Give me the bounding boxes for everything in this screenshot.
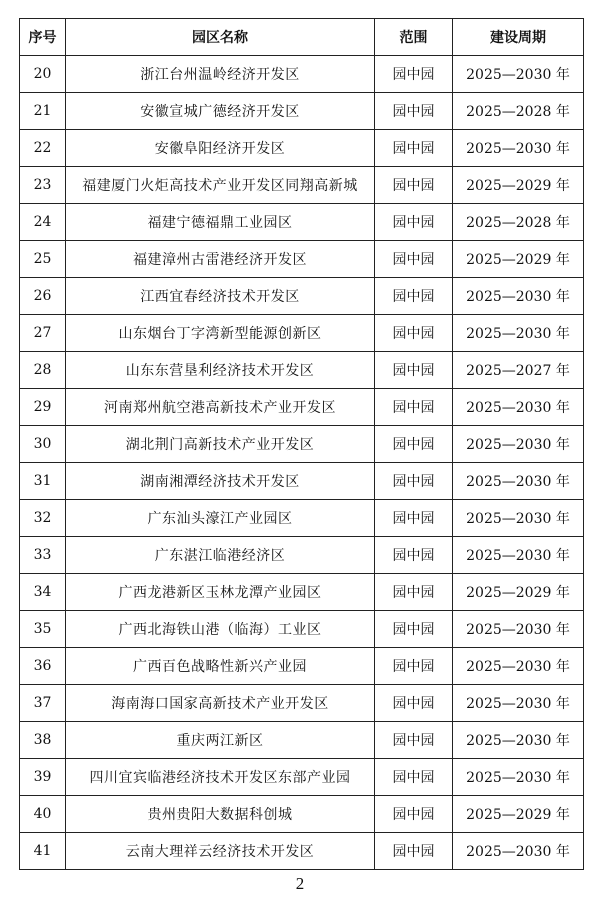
cell-scope: 园中园 <box>375 56 453 93</box>
table-row <box>20 278 584 315</box>
cell-no: 38 <box>20 722 66 759</box>
cell-scope: 园中园 <box>375 426 453 463</box>
cell-no: 20 <box>20 56 66 93</box>
table-row <box>20 611 584 648</box>
page-number: 2 <box>295 874 305 893</box>
cell-period: 2025—2028 年 <box>453 204 584 241</box>
cell-period: 2025—2030 年 <box>453 463 584 500</box>
cell-park-name: 四川宜宾临港经济技术开发区东部产业园 <box>66 759 375 796</box>
cell-no: 28 <box>20 352 66 389</box>
table-row <box>20 204 584 241</box>
table-header-row <box>20 19 584 56</box>
cell-scope: 园中园 <box>375 204 453 241</box>
cell-scope: 园中园 <box>375 167 453 204</box>
header-no: 序号 <box>20 19 66 56</box>
cell-park-name: 广东汕头濠江产业园区 <box>66 500 375 537</box>
cell-scope: 园中园 <box>375 241 453 278</box>
cell-period: 2025—2030 年 <box>453 759 584 796</box>
cell-period: 2025—2030 年 <box>453 130 584 167</box>
table-row <box>20 759 584 796</box>
table-row <box>20 389 584 426</box>
table-row <box>20 167 584 204</box>
cell-park-name: 福建厦门火炬高技术产业开发区同翔高新城 <box>66 167 375 204</box>
cell-no: 29 <box>20 389 66 426</box>
cell-no: 32 <box>20 500 66 537</box>
cell-period: 2025—2027 年 <box>453 352 584 389</box>
cell-no: 23 <box>20 167 66 204</box>
cell-park-name: 广东湛江临港经济区 <box>66 537 375 574</box>
cell-park-name: 湖南湘潭经济技术开发区 <box>66 463 375 500</box>
table-row <box>20 574 584 611</box>
cell-no: 35 <box>20 611 66 648</box>
cell-park-name: 贵州贵阳大数据科创城 <box>66 796 375 833</box>
cell-scope: 园中园 <box>375 93 453 130</box>
cell-period: 2025—2030 年 <box>453 833 584 870</box>
cell-scope: 园中园 <box>375 759 453 796</box>
cell-park-name: 广西北海铁山港（临海）工业区 <box>66 611 375 648</box>
cell-period: 2025—2030 年 <box>453 278 584 315</box>
cell-scope: 园中园 <box>375 315 453 352</box>
cell-scope: 园中园 <box>375 463 453 500</box>
park-table <box>19 18 584 870</box>
cell-no: 39 <box>20 759 66 796</box>
table-row <box>20 500 584 537</box>
cell-no: 30 <box>20 426 66 463</box>
table-row <box>20 537 584 574</box>
cell-period: 2025—2030 年 <box>453 537 584 574</box>
table-row <box>20 426 584 463</box>
cell-period: 2025—2029 年 <box>453 241 584 278</box>
cell-period: 2025—2029 年 <box>453 796 584 833</box>
cell-scope: 园中园 <box>375 685 453 722</box>
cell-period: 2025—2030 年 <box>453 611 584 648</box>
cell-no: 37 <box>20 685 66 722</box>
cell-park-name: 福建漳州古雷港经济开发区 <box>66 241 375 278</box>
cell-park-name: 浙江台州温岭经济开发区 <box>66 56 375 93</box>
table-row <box>20 315 584 352</box>
cell-no: 25 <box>20 241 66 278</box>
header-scope: 范围 <box>375 19 453 56</box>
cell-period: 2025—2030 年 <box>453 722 584 759</box>
cell-no: 27 <box>20 315 66 352</box>
table-row <box>20 796 584 833</box>
cell-park-name: 河南郑州航空港高新技术产业开发区 <box>66 389 375 426</box>
cell-park-name: 重庆两江新区 <box>66 722 375 759</box>
table-row <box>20 241 584 278</box>
cell-no: 36 <box>20 648 66 685</box>
cell-no: 24 <box>20 204 66 241</box>
cell-period: 2025—2030 年 <box>453 315 584 352</box>
cell-park-name: 广西龙港新区玉林龙潭产业园区 <box>66 574 375 611</box>
cell-period: 2025—2030 年 <box>453 389 584 426</box>
table-row <box>20 130 584 167</box>
cell-park-name: 广西百色战略性新兴产业园 <box>66 648 375 685</box>
table-row <box>20 648 584 685</box>
cell-no: 41 <box>20 833 66 870</box>
cell-scope: 园中园 <box>375 611 453 648</box>
cell-park-name: 安徽阜阳经济开发区 <box>66 130 375 167</box>
cell-period: 2025—2030 年 <box>453 426 584 463</box>
table-body <box>20 56 584 870</box>
table-row <box>20 685 584 722</box>
cell-scope: 园中园 <box>375 500 453 537</box>
cell-scope: 园中园 <box>375 796 453 833</box>
header-period: 建设周期 <box>453 19 584 56</box>
table-row <box>20 352 584 389</box>
cell-no: 26 <box>20 278 66 315</box>
cell-no: 22 <box>20 130 66 167</box>
cell-period: 2025—2030 年 <box>453 648 584 685</box>
table-row <box>20 463 584 500</box>
cell-scope: 园中园 <box>375 352 453 389</box>
cell-period: 2025—2028 年 <box>453 93 584 130</box>
table-row <box>20 56 584 93</box>
cell-park-name: 海南海口国家高新技术产业开发区 <box>66 685 375 722</box>
cell-scope: 园中园 <box>375 389 453 426</box>
cell-park-name: 山东东营垦利经济技术开发区 <box>66 352 375 389</box>
table-row <box>20 722 584 759</box>
cell-scope: 园中园 <box>375 722 453 759</box>
cell-park-name: 湖北荆门高新技术产业开发区 <box>66 426 375 463</box>
cell-scope: 园中园 <box>375 648 453 685</box>
cell-scope: 园中园 <box>375 537 453 574</box>
cell-scope: 园中园 <box>375 278 453 315</box>
cell-park-name: 福建宁德福鼎工业园区 <box>66 204 375 241</box>
cell-no: 40 <box>20 796 66 833</box>
header-name: 园区名称 <box>66 19 375 56</box>
cell-period: 2025—2030 年 <box>453 56 584 93</box>
cell-scope: 园中园 <box>375 833 453 870</box>
cell-park-name: 云南大理祥云经济技术开发区 <box>66 833 375 870</box>
cell-no: 33 <box>20 537 66 574</box>
table-row <box>20 833 584 870</box>
table-row <box>20 93 584 130</box>
cell-scope: 园中园 <box>375 130 453 167</box>
cell-park-name: 安徽宣城广德经济开发区 <box>66 93 375 130</box>
cell-period: 2025—2029 年 <box>453 574 584 611</box>
cell-park-name: 江西宜春经济技术开发区 <box>66 278 375 315</box>
cell-no: 34 <box>20 574 66 611</box>
cell-park-name: 山东烟台丁字湾新型能源创新区 <box>66 315 375 352</box>
cell-period: 2025—2030 年 <box>453 500 584 537</box>
cell-scope: 园中园 <box>375 574 453 611</box>
cell-no: 21 <box>20 93 66 130</box>
cell-period: 2025—2030 年 <box>453 685 584 722</box>
cell-no: 31 <box>20 463 66 500</box>
cell-period: 2025—2029 年 <box>453 167 584 204</box>
